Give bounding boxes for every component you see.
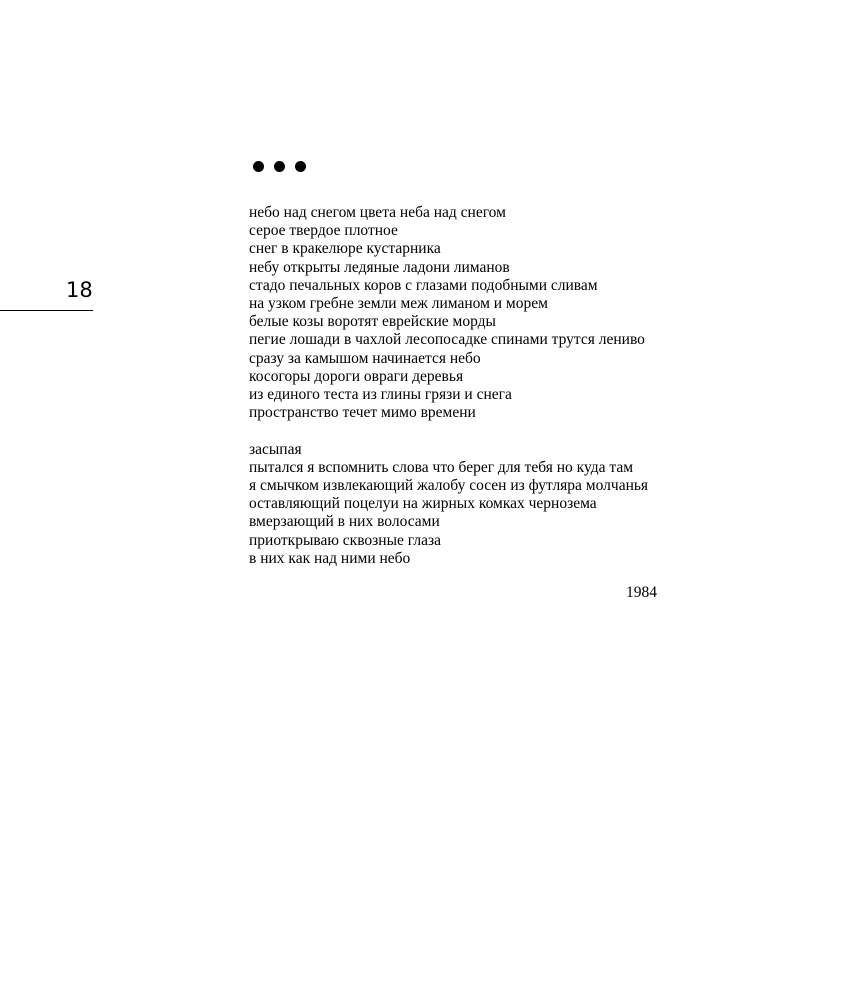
- poem-line: серое твердое плотное: [249, 222, 398, 240]
- poem-line: приоткрываю сквозные глаза: [249, 531, 441, 549]
- ornament-dot: [274, 161, 285, 172]
- ornament-dot: [253, 161, 264, 172]
- poem-body: [249, 204, 648, 568]
- poem-line: стадо печальных коров с глазами подобными сливам: [249, 276, 598, 294]
- poem-line: на узком гребне земли меж лиманом и морем: [249, 295, 548, 313]
- poem-line: белые козы воротят еврейские морды: [249, 313, 496, 331]
- poem-line: снег в кракелюре кустарника: [249, 240, 441, 258]
- page-number: 18: [66, 278, 93, 302]
- poem-line: вмерзающий в них волосами: [249, 513, 440, 531]
- stanza: [249, 204, 648, 422]
- page-number-rule: [0, 310, 93, 311]
- poem-line: пространство течет мимо времени: [249, 404, 476, 422]
- stanza: [249, 441, 648, 568]
- poem-line: небу открыты ледяные ладони лиманов: [249, 258, 510, 276]
- ornament-dot: [295, 161, 306, 172]
- poem-line: небо над снегом цвета неба над снегом: [249, 204, 506, 221]
- poem-line: из единого теста из глины грязи и снега: [249, 386, 512, 404]
- poem-line: оставляющий поцелуи на жирных комках чернозема: [249, 495, 597, 513]
- poem-line: сразу за камышом начинается небо: [249, 349, 481, 367]
- poem-line: пытался я вспомнить слова что берег для тебя но куда там: [249, 458, 634, 476]
- section-ornament: [253, 161, 306, 172]
- poem-line: пегие лошади в чахлой лесопосадке спинами трутся лениво: [249, 331, 645, 349]
- poem-date: 1984: [626, 584, 657, 601]
- poem-line: я смычком извлекающий жалобу сосен из футляра молчанья: [249, 477, 649, 495]
- poem-line: засыпая: [249, 440, 302, 458]
- poem-line: косогоры дороги овраги деревья: [249, 367, 464, 385]
- poem-line: в них как над ними небо: [249, 549, 411, 567]
